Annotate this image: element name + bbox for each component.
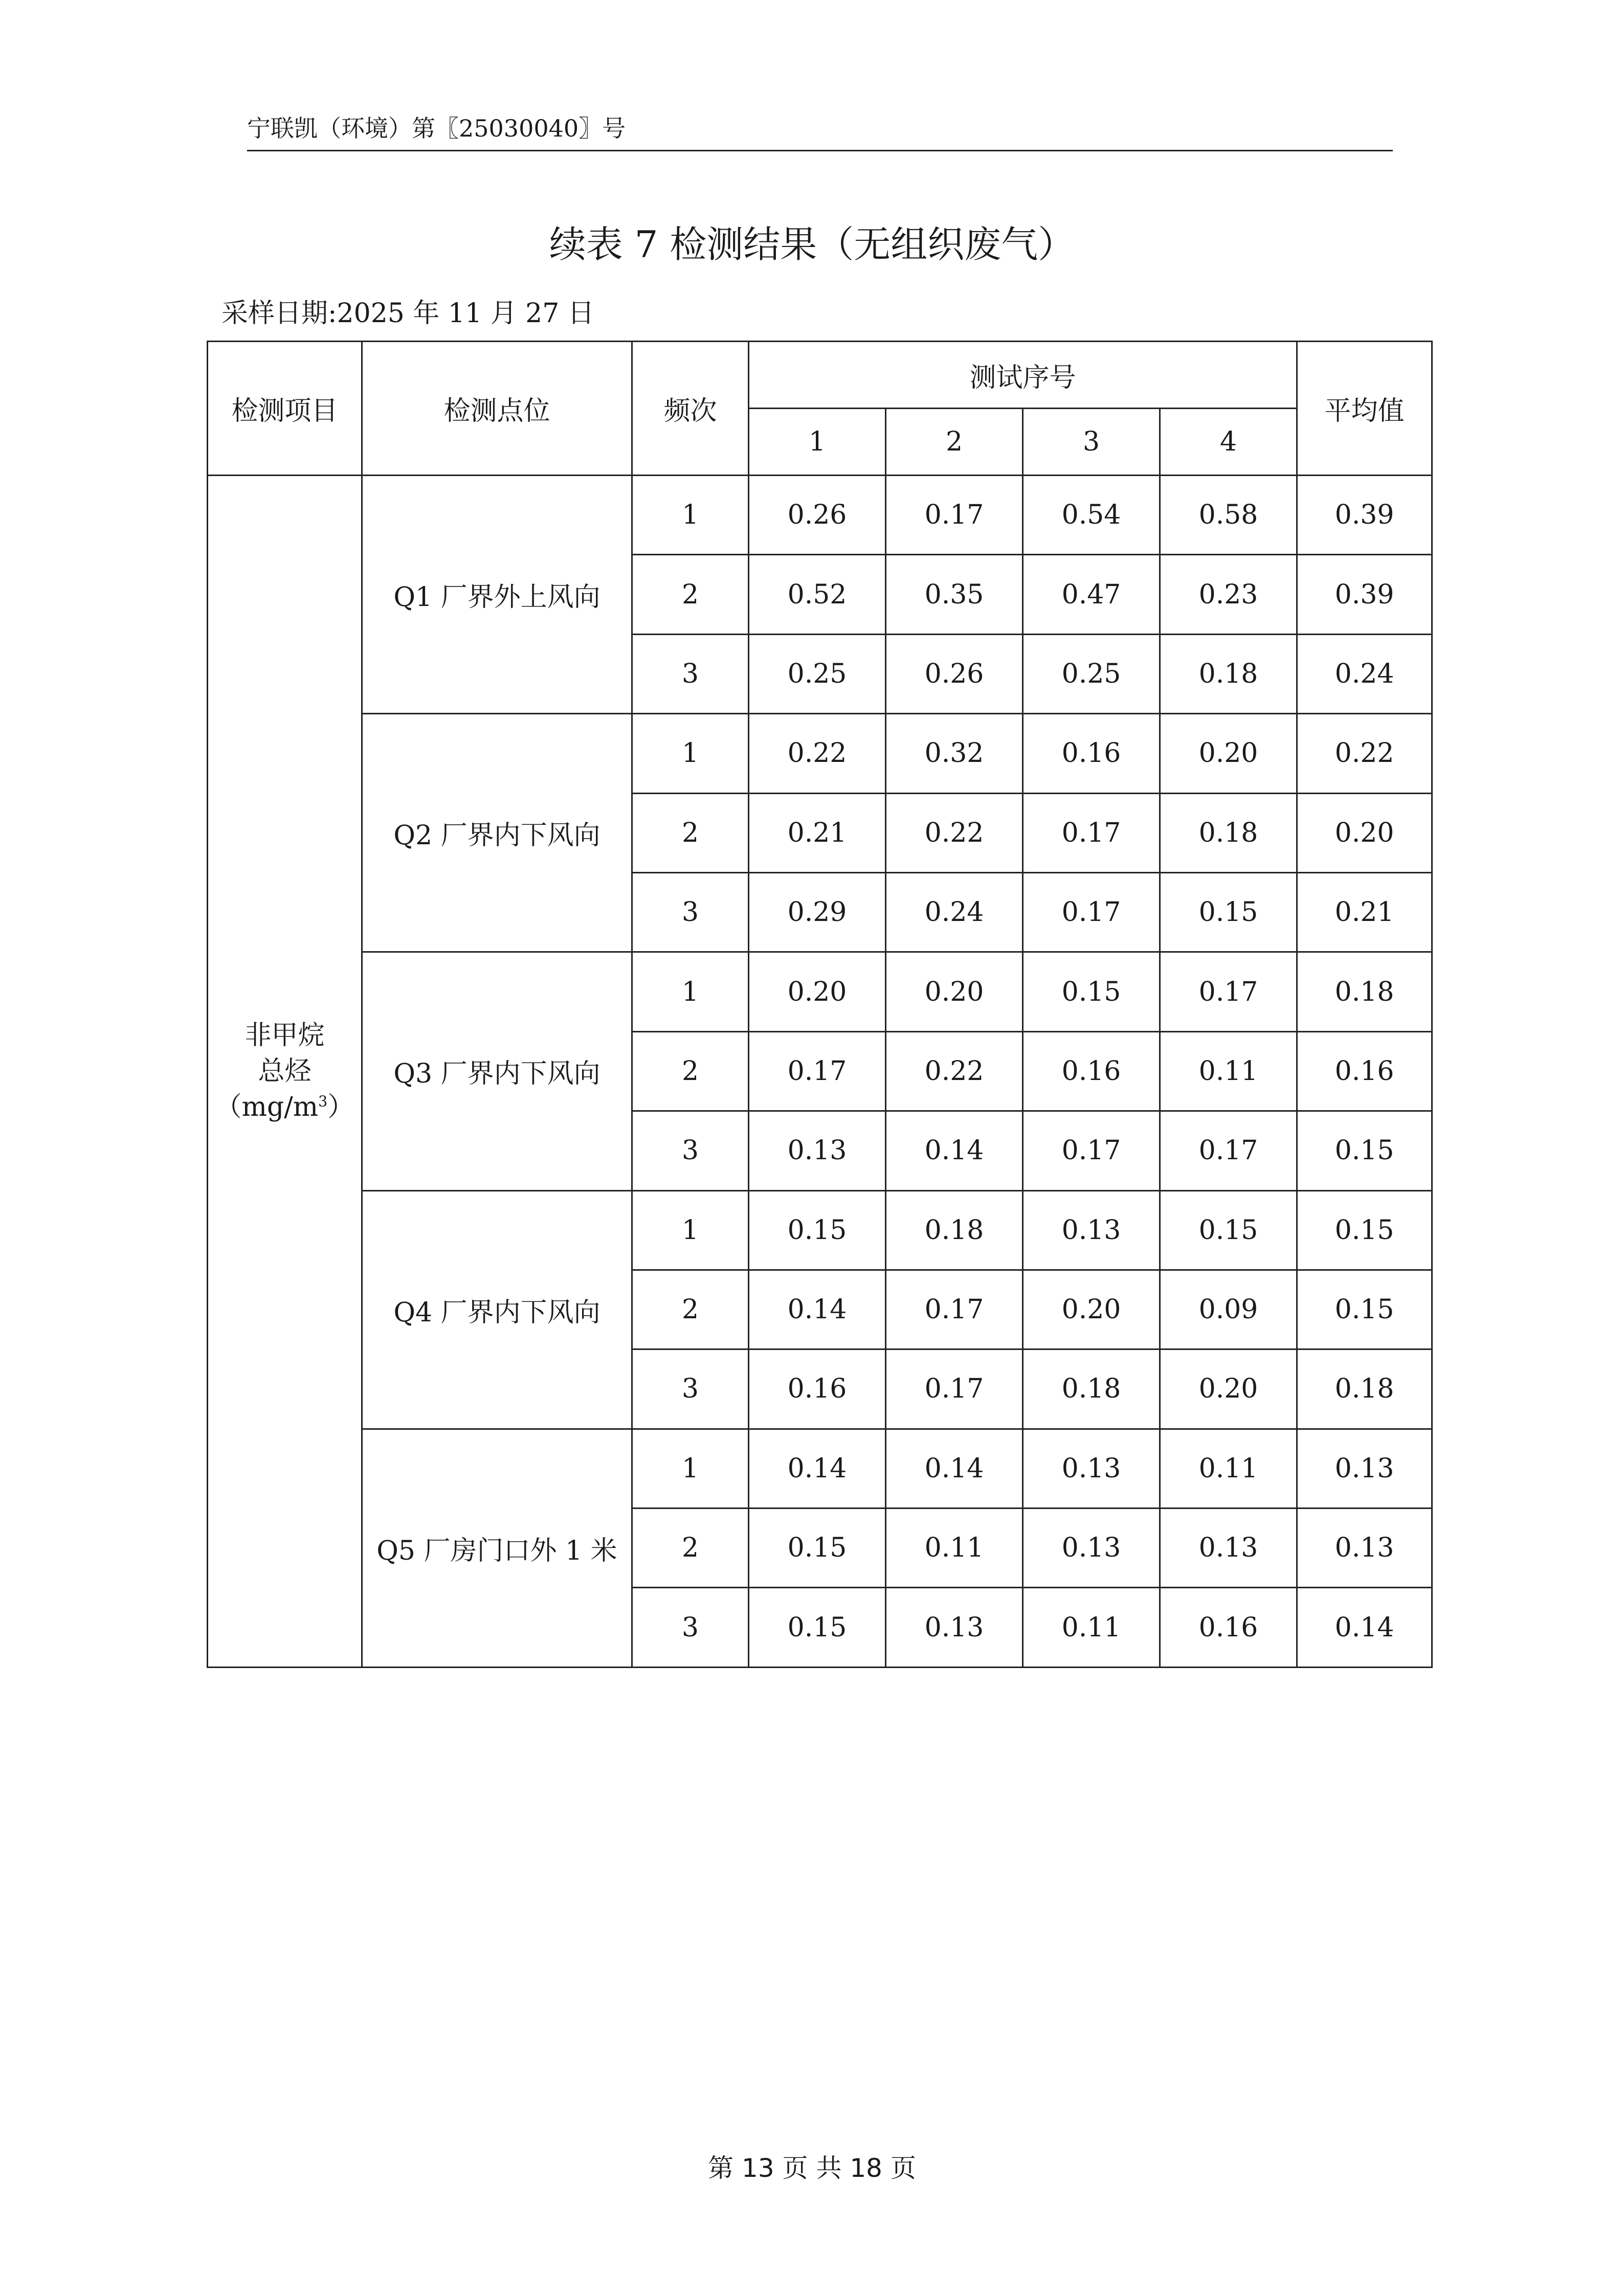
header-seq-1: 1 xyxy=(749,409,886,476)
header-item: 检测项目 xyxy=(208,342,362,476)
document-number: 宁联凯（环境）第〖25030040〗号 xyxy=(247,115,626,142)
value-cell-seq-2: 0.14 xyxy=(886,1111,1023,1190)
point-cell: Q2 厂界内下风向 xyxy=(362,714,632,952)
value-cell-seq-3: 0.18 xyxy=(1023,1349,1160,1429)
average-cell: 0.39 xyxy=(1297,555,1432,634)
header-frequency: 频次 xyxy=(632,342,749,476)
value-cell-seq-3: 0.13 xyxy=(1023,1509,1160,1588)
page-title: 续表 7 检测结果（无组织废气） xyxy=(549,223,1075,266)
sampling-date: 采样日期:2025 年 11 月 27 日 xyxy=(221,298,594,329)
value-cell-seq-3: 0.20 xyxy=(1023,1270,1160,1349)
value-cell-seq-2: 0.17 xyxy=(886,1349,1023,1429)
value-cell-seq-4: 0.20 xyxy=(1160,1349,1297,1429)
value-cell-seq-1: 0.15 xyxy=(749,1190,886,1270)
results-table xyxy=(207,341,1433,1668)
value-cell-seq-3: 0.16 xyxy=(1023,714,1160,793)
value-cell-seq-2: 0.14 xyxy=(886,1429,1023,1508)
value-cell-seq-4: 0.13 xyxy=(1160,1509,1297,1588)
frequency-cell: 1 xyxy=(632,714,749,793)
item-unit-superscript: 3 xyxy=(318,1092,328,1110)
document-header xyxy=(247,111,1393,151)
value-cell-seq-1: 0.14 xyxy=(749,1429,886,1508)
value-cell-seq-2: 0.22 xyxy=(886,793,1023,872)
average-cell: 0.15 xyxy=(1297,1270,1432,1349)
value-cell-seq-4: 0.15 xyxy=(1160,872,1297,952)
frequency-cell: 1 xyxy=(632,1429,749,1508)
value-cell-seq-3: 0.47 xyxy=(1023,555,1160,634)
item-unit-close: ） xyxy=(327,1092,354,1123)
average-cell: 0.24 xyxy=(1297,634,1432,713)
table-row xyxy=(208,1190,1432,1270)
value-cell-seq-4: 0.11 xyxy=(1160,1429,1297,1508)
frequency-cell: 2 xyxy=(632,1509,749,1588)
frequency-cell: 2 xyxy=(632,793,749,872)
average-cell: 0.15 xyxy=(1297,1190,1432,1270)
average-cell: 0.18 xyxy=(1297,1349,1432,1429)
frequency-cell: 2 xyxy=(632,1031,749,1111)
average-cell: 0.22 xyxy=(1297,714,1432,793)
item-unit xyxy=(208,1089,361,1125)
value-cell-seq-3: 0.17 xyxy=(1023,793,1160,872)
header-seq-3: 3 xyxy=(1023,409,1160,476)
table-row xyxy=(208,476,1432,555)
value-cell-seq-2: 0.35 xyxy=(886,555,1023,634)
value-cell-seq-2: 0.17 xyxy=(886,1270,1023,1349)
value-cell-seq-1: 0.15 xyxy=(749,1509,886,1588)
value-cell-seq-4: 0.17 xyxy=(1160,952,1297,1031)
value-cell-seq-1: 0.20 xyxy=(749,952,886,1031)
value-cell-seq-2: 0.11 xyxy=(886,1509,1023,1588)
average-cell: 0.15 xyxy=(1297,1111,1432,1190)
value-cell-seq-3: 0.17 xyxy=(1023,872,1160,952)
item-unit-text: （mg/m xyxy=(215,1092,319,1123)
value-cell-seq-2: 0.18 xyxy=(886,1190,1023,1270)
value-cell-seq-4: 0.17 xyxy=(1160,1111,1297,1190)
value-cell-seq-1: 0.22 xyxy=(749,714,886,793)
value-cell-seq-4: 0.23 xyxy=(1160,555,1297,634)
value-cell-seq-4: 0.11 xyxy=(1160,1031,1297,1111)
frequency-cell: 3 xyxy=(632,872,749,952)
value-cell-seq-4: 0.58 xyxy=(1160,476,1297,555)
header-seq-4: 4 xyxy=(1160,409,1297,476)
value-cell-seq-1: 0.14 xyxy=(749,1270,886,1349)
frequency-cell: 3 xyxy=(632,634,749,713)
frequency-cell: 1 xyxy=(632,1190,749,1270)
frequency-cell: 3 xyxy=(632,1111,749,1190)
value-cell-seq-1: 0.17 xyxy=(749,1031,886,1111)
value-cell-seq-4: 0.18 xyxy=(1160,634,1297,713)
header-test-seq: 测试序号 xyxy=(749,342,1297,409)
item-cell xyxy=(208,476,362,1668)
value-cell-seq-3: 0.13 xyxy=(1023,1190,1160,1270)
value-cell-seq-1: 0.16 xyxy=(749,1349,886,1429)
value-cell-seq-3: 0.17 xyxy=(1023,1111,1160,1190)
value-cell-seq-2: 0.13 xyxy=(886,1588,1023,1667)
average-cell: 0.13 xyxy=(1297,1509,1432,1588)
value-cell-seq-2: 0.26 xyxy=(886,634,1023,713)
frequency-cell: 3 xyxy=(632,1349,749,1429)
average-cell: 0.20 xyxy=(1297,793,1432,872)
header-seq-2: 2 xyxy=(886,409,1023,476)
item-name: 非甲烷总烃 xyxy=(244,1020,325,1087)
average-cell: 0.39 xyxy=(1297,476,1432,555)
value-cell-seq-1: 0.21 xyxy=(749,793,886,872)
frequency-cell: 1 xyxy=(632,476,749,555)
header-point: 检测点位 xyxy=(362,342,632,476)
value-cell-seq-1: 0.13 xyxy=(749,1111,886,1190)
value-cell-seq-4: 0.20 xyxy=(1160,714,1297,793)
frequency-cell: 2 xyxy=(632,555,749,634)
frequency-cell: 2 xyxy=(632,1270,749,1349)
value-cell-seq-4: 0.09 xyxy=(1160,1270,1297,1349)
point-cell: Q1 厂界外上风向 xyxy=(362,476,632,714)
value-cell-seq-1: 0.15 xyxy=(749,1588,886,1667)
average-cell: 0.21 xyxy=(1297,872,1432,952)
average-cell: 0.13 xyxy=(1297,1429,1432,1508)
average-cell: 0.18 xyxy=(1297,952,1432,1031)
value-cell-seq-1: 0.26 xyxy=(749,476,886,555)
value-cell-seq-3: 0.15 xyxy=(1023,952,1160,1031)
value-cell-seq-4: 0.18 xyxy=(1160,793,1297,872)
value-cell-seq-2: 0.17 xyxy=(886,476,1023,555)
value-cell-seq-3: 0.11 xyxy=(1023,1588,1160,1667)
value-cell-seq-1: 0.52 xyxy=(749,555,886,634)
value-cell-seq-3: 0.16 xyxy=(1023,1031,1160,1111)
table-row xyxy=(208,1429,1432,1508)
point-cell: Q3 厂界内下风向 xyxy=(362,952,632,1190)
value-cell-seq-2: 0.32 xyxy=(886,714,1023,793)
value-cell-seq-3: 0.25 xyxy=(1023,634,1160,713)
header-row-1 xyxy=(208,342,1432,409)
point-cell: Q4 厂界内下风向 xyxy=(362,1190,632,1429)
value-cell-seq-2: 0.22 xyxy=(886,1031,1023,1111)
value-cell-seq-1: 0.25 xyxy=(749,634,886,713)
table-row xyxy=(208,714,1432,793)
average-cell: 0.14 xyxy=(1297,1588,1432,1667)
header-average: 平均值 xyxy=(1297,342,1432,476)
value-cell-seq-3: 0.13 xyxy=(1023,1429,1160,1508)
value-cell-seq-4: 0.16 xyxy=(1160,1588,1297,1667)
table-body xyxy=(208,476,1432,1668)
frequency-cell: 3 xyxy=(632,1588,749,1667)
table-row xyxy=(208,952,1432,1031)
value-cell-seq-2: 0.24 xyxy=(886,872,1023,952)
page-number: 第 13 页 共 18 页 xyxy=(708,2153,916,2183)
average-cell: 0.16 xyxy=(1297,1031,1432,1111)
value-cell-seq-2: 0.20 xyxy=(886,952,1023,1031)
value-cell-seq-1: 0.29 xyxy=(749,872,886,952)
value-cell-seq-3: 0.54 xyxy=(1023,476,1160,555)
frequency-cell: 1 xyxy=(632,952,749,1031)
value-cell-seq-4: 0.15 xyxy=(1160,1190,1297,1270)
point-cell: Q5 厂房门口外 1 米 xyxy=(362,1429,632,1667)
